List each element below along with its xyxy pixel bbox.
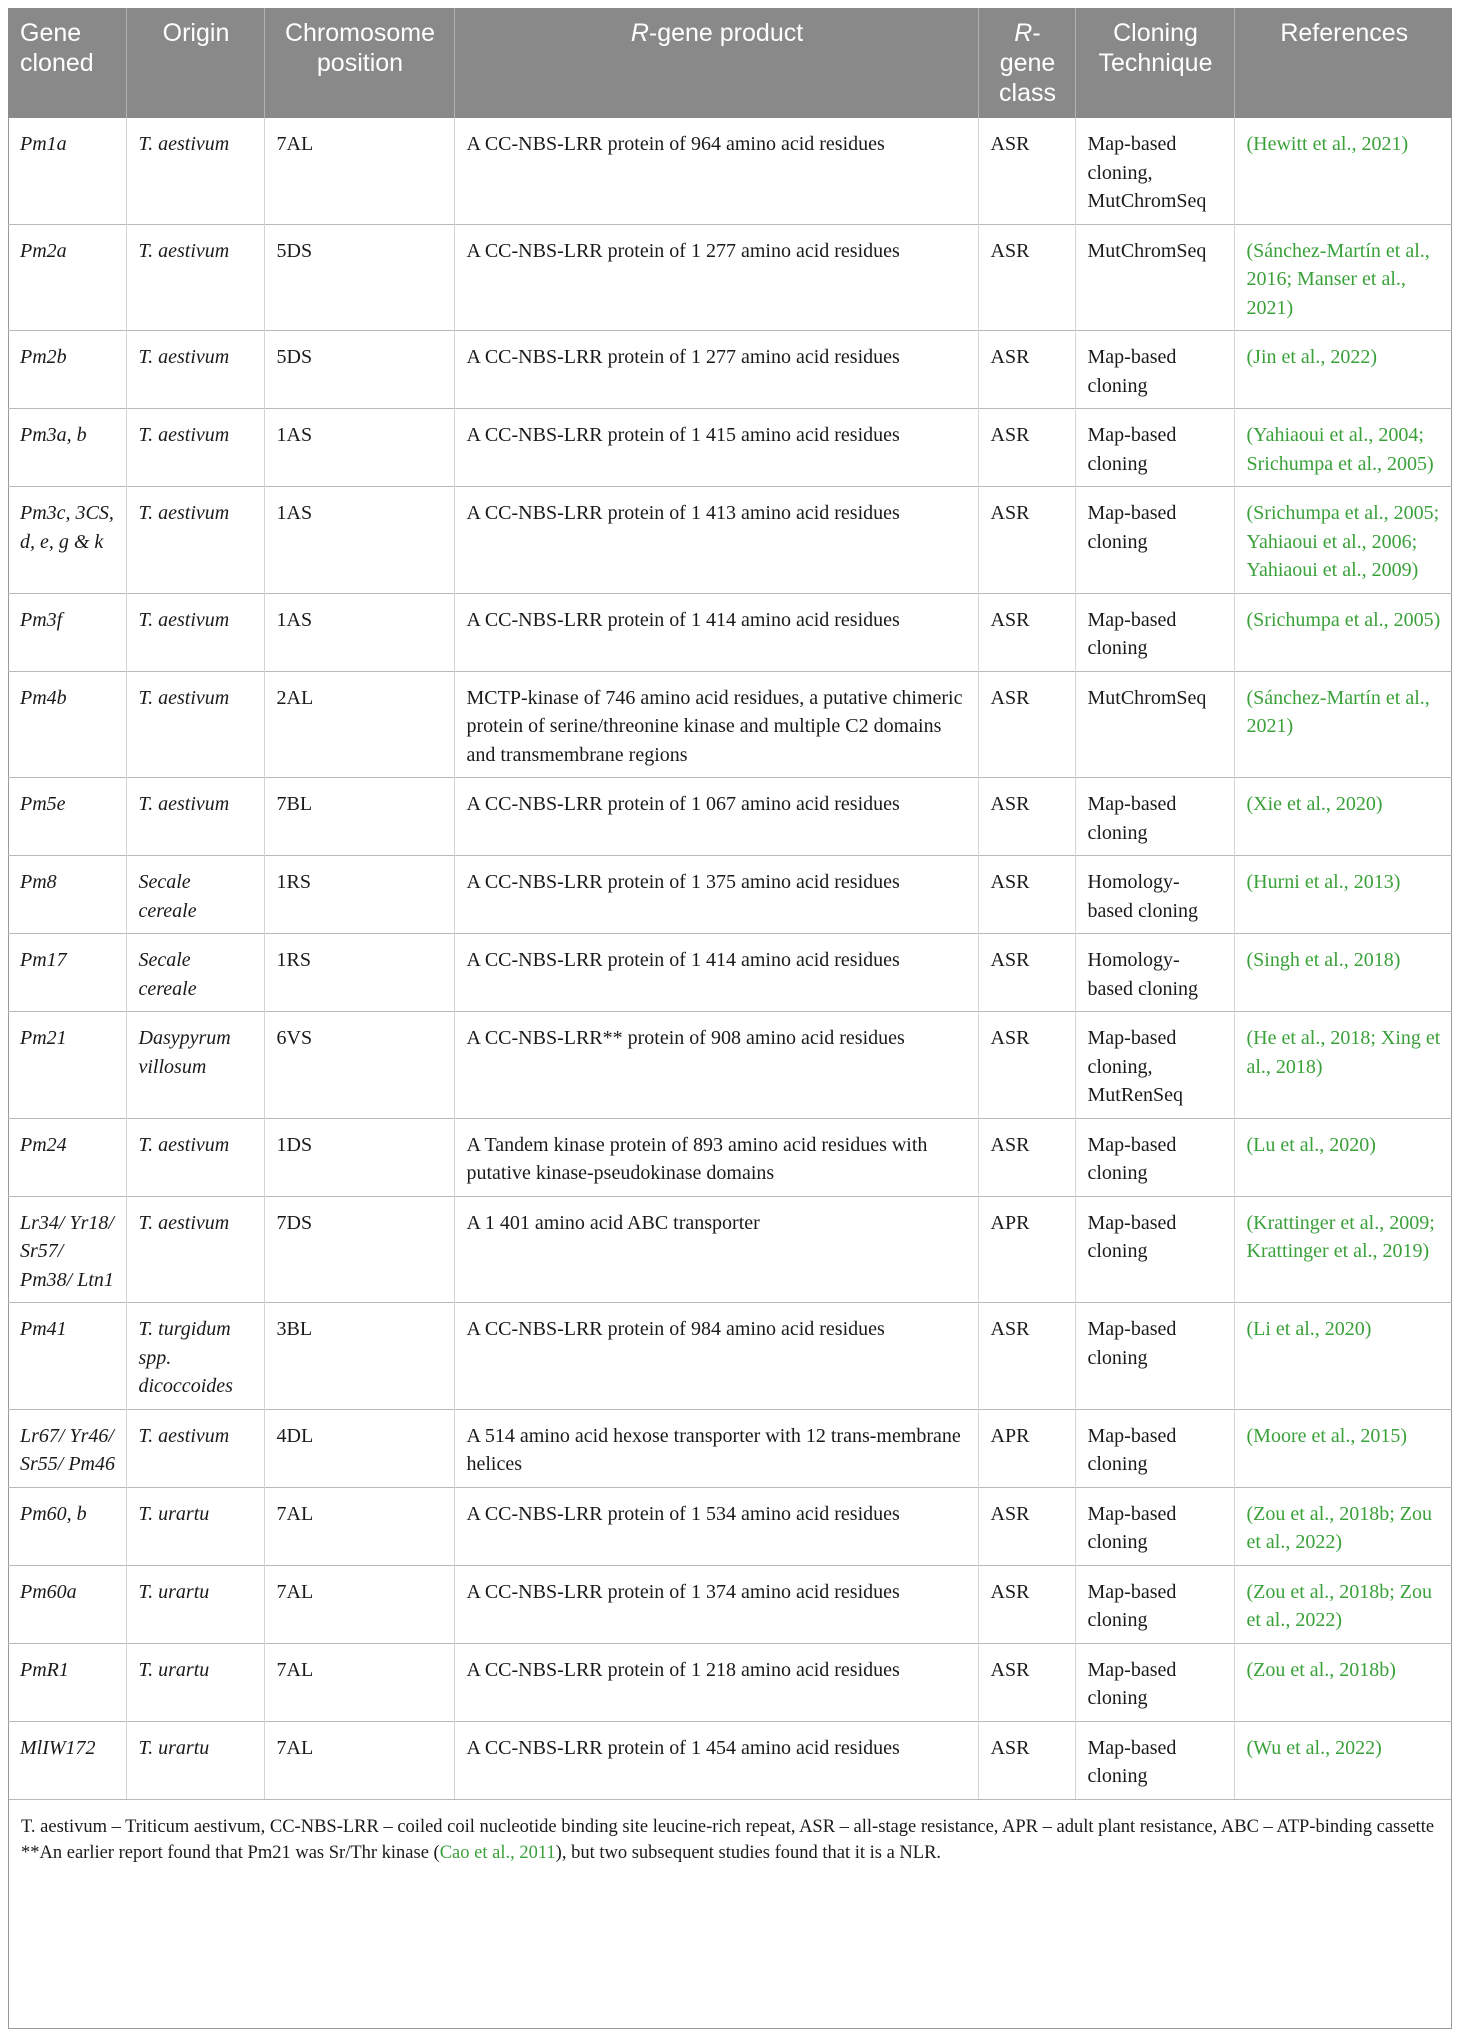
product-cell: A CC-NBS-LRR protein of 1 414 amino acid residues: [454, 593, 978, 671]
table-row: [8, 118, 1452, 224]
product-cell: A CC-NBS-LRR protein of 984 amino acid residues: [454, 1303, 978, 1410]
table-row: [8, 1721, 1452, 1799]
class-cell: ASR: [978, 1721, 1075, 1799]
table-row: [8, 1012, 1452, 1119]
gene-cell: Pm60a: [8, 1565, 126, 1643]
header-r-gene-class-label: -gene class: [999, 19, 1056, 107]
class-cell: ASR: [978, 778, 1075, 856]
table-row: [8, 1409, 1452, 1487]
technique-cell: MutChromSeq: [1075, 671, 1234, 778]
references-cell[interactable]: (Xie et al., 2020): [1234, 778, 1452, 856]
chromosome-cell: 7AL: [264, 118, 454, 224]
product-cell: A CC-NBS-LRR protein of 1 414 amino acid residues: [454, 934, 978, 1012]
technique-cell: Map-based cloning: [1075, 1487, 1234, 1565]
table-row: [8, 487, 1452, 594]
origin-cell: T. turgidum spp. dicoccoides: [126, 1303, 264, 1410]
table-row: [8, 1118, 1452, 1196]
references-cell[interactable]: (Zou et al., 2018b; Zou et al., 2022): [1234, 1487, 1452, 1565]
data-table: [8, 8, 1452, 1799]
references-cell[interactable]: (Zou et al., 2018b; Zou et al., 2022): [1234, 1565, 1452, 1643]
product-cell: A CC-NBS-LRR protein of 1 534 amino acid residues: [454, 1487, 978, 1565]
origin-cell: T. aestivum: [126, 409, 264, 487]
table-footnote: [9, 1799, 1451, 1866]
product-cell: A CC-NBS-LRR** protein of 908 amino acid residues: [454, 1012, 978, 1119]
header-references: References: [1234, 8, 1452, 118]
header-r-italic: R: [1014, 19, 1033, 47]
table-row: [8, 778, 1452, 856]
references-cell[interactable]: (Sánchez-Martín et al., 2021): [1234, 671, 1452, 778]
class-cell: ASR: [978, 409, 1075, 487]
chromosome-cell: 1AS: [264, 593, 454, 671]
origin-cell: T. aestivum: [126, 118, 264, 224]
class-cell: ASR: [978, 671, 1075, 778]
header-r-gene-product-label: -gene product: [648, 19, 804, 47]
header-r-gene-class: [978, 8, 1075, 118]
references-cell[interactable]: (Jin et al., 2022): [1234, 331, 1452, 409]
origin-cell: T. aestivum: [126, 1409, 264, 1487]
chromosome-cell: 7BL: [264, 778, 454, 856]
class-cell: ASR: [978, 487, 1075, 594]
class-cell: ASR: [978, 1565, 1075, 1643]
references-cell[interactable]: (Moore et al., 2015): [1234, 1409, 1452, 1487]
technique-cell: Map-based cloning, MutRenSeq: [1075, 1012, 1234, 1119]
header-r-italic: R: [630, 19, 649, 47]
references-cell[interactable]: (He et al., 2018; Xing et al., 2018): [1234, 1012, 1452, 1119]
header-chromosome-position: Chromosome position: [264, 8, 454, 118]
class-cell: ASR: [978, 934, 1075, 1012]
table-row: [8, 1487, 1452, 1565]
chromosome-cell: 6VS: [264, 1012, 454, 1119]
class-cell: ASR: [978, 1643, 1075, 1721]
class-cell: ASR: [978, 331, 1075, 409]
technique-cell: Map-based cloning: [1075, 1196, 1234, 1303]
references-cell[interactable]: (Hewitt et al., 2021): [1246, 133, 1409, 155]
origin-cell: T. aestivum: [126, 487, 264, 594]
references-cell[interactable]: (Singh et al., 2018): [1234, 934, 1452, 1012]
chromosome-cell: 1AS: [264, 487, 454, 594]
class-cell: APR: [978, 1409, 1075, 1487]
class-cell: ASR: [978, 1118, 1075, 1196]
class-cell: ASR: [978, 593, 1075, 671]
gene-cell: MlIW172: [8, 1721, 126, 1799]
technique-cell: Map-based cloning: [1075, 1565, 1234, 1643]
gene-cell: PmR1: [8, 1643, 126, 1721]
gene-cell: Pm17: [8, 934, 126, 1012]
table-row: [8, 409, 1452, 487]
chromosome-cell: 7AL: [264, 1643, 454, 1721]
class-cell: APR: [978, 1196, 1075, 1303]
footnote-text: ), but two subsequent studies found that it is a NLR.: [555, 1842, 942, 1863]
references-cell[interactable]: (Lu et al., 2020): [1234, 1118, 1452, 1196]
technique-cell: Homology-based cloning: [1075, 934, 1234, 1012]
references-cell[interactable]: (Wu et al., 2022): [1234, 1721, 1452, 1799]
product-cell: A CC-NBS-LRR protein of 1 374 amino acid residues: [454, 1565, 978, 1643]
gene-cell: Pm3a, b: [8, 409, 126, 487]
gene-cell: Pm41: [8, 1303, 126, 1410]
header-cloning-technique: Cloning Technique: [1075, 8, 1234, 118]
gene-cell: Pm4b: [8, 671, 126, 778]
technique-cell: Map-based cloning: [1075, 1409, 1234, 1487]
product-cell: A CC-NBS-LRR protein of 1 375 amino acid residues: [454, 856, 978, 934]
product-cell: A CC-NBS-LRR protein of 1 454 amino acid residues: [454, 1721, 978, 1799]
chromosome-cell: 3BL: [264, 1303, 454, 1410]
product-cell: A 1 401 amino acid ABC transporter: [454, 1196, 978, 1303]
technique-cell: Map-based cloning: [1075, 331, 1234, 409]
table-row: [8, 1643, 1452, 1721]
gene-cell: Pm2a: [8, 224, 126, 331]
origin-cell: T. aestivum: [126, 593, 264, 671]
table-row: [8, 934, 1452, 1012]
references-cell[interactable]: (Yahiaoui et al., 2004; Srichumpa et al., 2005): [1234, 409, 1452, 487]
references-cell[interactable]: (Srichumpa et al., 2005): [1234, 593, 1452, 671]
technique-cell: Homology-based cloning: [1075, 856, 1234, 934]
product-cell: A CC-NBS-LRR protein of 1 067 amino acid residues: [454, 778, 978, 856]
technique-cell: Map-based cloning: [1075, 409, 1234, 487]
product-cell: A 514 amino acid hexose transporter with 12 trans-membrane helices: [454, 1409, 978, 1487]
reference-link[interactable]: Cao et al., 2011: [439, 1842, 556, 1863]
origin-cell: T. urartu: [126, 1565, 264, 1643]
origin-cell: T. urartu: [126, 1643, 264, 1721]
gene-cell: Lr34/ Yr18/ Sr57/ Pm38/ Ltn1: [8, 1196, 126, 1303]
product-cell: A CC-NBS-LRR protein of 1 277 amino acid residues: [454, 331, 978, 409]
product-cell: MCTP-kinase of 746 amino acid residues, a putative chimeric protein of serine/threonine kinase and multiple C2 domains and transmembrane regions: [454, 671, 978, 778]
origin-cell: T. urartu: [126, 1487, 264, 1565]
class-cell: ASR: [978, 1487, 1075, 1565]
chromosome-cell: 7AL: [264, 1721, 454, 1799]
gene-cell: Pm3c, 3CS, d, e, g & k: [8, 487, 126, 594]
gene-cell: Pm5e: [8, 778, 126, 856]
table-header-row: [8, 8, 1452, 118]
chromosome-cell: 5DS: [264, 224, 454, 331]
technique-cell: Map-based cloning: [1075, 778, 1234, 856]
footnote-abbreviations: T. aestivum – Triticum aestivum, CC-NBS-LRR – coiled coil nucleotide binding site leucine-rich repeat, ASR – all-stage resistance, APR – adult plant resistance, ABC – ATP-binding cassette: [21, 1816, 1435, 1837]
chromosome-cell: 5DS: [264, 331, 454, 409]
footnote-pm21-note: [21, 1840, 1439, 1866]
product-cell: A CC-NBS-LRR protein of 1 413 amino acid residues: [454, 487, 978, 594]
gene-cell: Pm1a: [8, 118, 126, 224]
product-cell: A CC-NBS-LRR protein of 1 415 amino acid residues: [454, 409, 978, 487]
gene-cell: Pm3f: [8, 593, 126, 671]
references-cell[interactable]: (Zou et al., 2018b): [1234, 1643, 1452, 1721]
origin-cell: Dasypyrum villosum: [126, 1012, 264, 1119]
technique-cell: Map-based cloning: [1075, 1643, 1234, 1721]
origin-cell: Secale cereale: [126, 856, 264, 934]
origin-cell: T. aestivum: [126, 331, 264, 409]
header-r-gene-product: [454, 8, 978, 118]
technique-cell: MutChromSeq: [1075, 224, 1234, 331]
chromosome-cell: 7AL: [264, 1487, 454, 1565]
header-gene-cloned: Gene cloned: [8, 8, 126, 118]
table-row: [8, 1303, 1452, 1410]
technique-cell: Map-based cloning: [1075, 1118, 1234, 1196]
references-cell[interactable]: (Hurni et al., 2013): [1234, 856, 1452, 934]
chromosome-cell: 7AL: [264, 1565, 454, 1643]
class-cell: ASR: [978, 856, 1075, 934]
gene-cell: Pm8: [8, 856, 126, 934]
table-row: [8, 593, 1452, 671]
product-cell: A CC-NBS-LRR protein of 964 amino acid residues: [454, 118, 978, 224]
chromosome-cell: 2AL: [264, 671, 454, 778]
class-cell: ASR: [978, 1303, 1075, 1410]
table-row: [8, 1565, 1452, 1643]
gene-cell: Pm2b: [8, 331, 126, 409]
gene-cell: Pm24: [8, 1118, 126, 1196]
chromosome-cell: 1RS: [264, 856, 454, 934]
origin-cell: T. aestivum: [126, 671, 264, 778]
origin-cell: T. aestivum: [126, 778, 264, 856]
chromosome-cell: 1AS: [264, 409, 454, 487]
product-cell: A CC-NBS-LRR protein of 1 218 amino acid residues: [454, 1643, 978, 1721]
gene-cell: Lr67/ Yr46/ Sr55/ Pm46: [8, 1409, 126, 1487]
table-row: [8, 1196, 1452, 1303]
table-row: [8, 331, 1452, 409]
references-cell[interactable]: (Sánchez-Martín et al., 2016; Manser et al., 2021): [1234, 224, 1452, 331]
chromosome-cell: 4DL: [264, 1409, 454, 1487]
table-row: [8, 671, 1452, 778]
origin-cell: T. aestivum: [126, 224, 264, 331]
header-origin: Origin: [126, 8, 264, 118]
class-cell: ASR: [978, 118, 1075, 224]
class-cell: ASR: [978, 1012, 1075, 1119]
origin-cell: T. aestivum: [126, 1118, 264, 1196]
references-cell[interactable]: (Srichumpa et al., 2005; Yahiaoui et al., 2006; Yahiaoui et al., 2009): [1234, 487, 1452, 594]
table-row: [8, 856, 1452, 934]
gene-cell: Pm21: [8, 1012, 126, 1119]
chromosome-cell: 1DS: [264, 1118, 454, 1196]
technique-cell: Map-based cloning: [1075, 593, 1234, 671]
footnote-text: **An earlier report found that Pm21 was Sr/Thr kinase (: [21, 1842, 440, 1863]
technique-cell: Map-based cloning: [1075, 1721, 1234, 1799]
chromosome-cell: 1RS: [264, 934, 454, 1012]
references-cell[interactable]: (Krattinger et al., 2009; Krattinger et al., 2019): [1234, 1196, 1452, 1303]
table-container: [8, 8, 1452, 2029]
chromosome-cell: 7DS: [264, 1196, 454, 1303]
origin-cell: Secale cereale: [126, 934, 264, 1012]
references-cell[interactable]: (Li et al., 2020): [1234, 1303, 1452, 1410]
table-row: [8, 224, 1452, 331]
origin-cell: T. urartu: [126, 1721, 264, 1799]
product-cell: A Tandem kinase protein of 893 amino acid residues with putative kinase-pseudokinase domains: [454, 1118, 978, 1196]
technique-cell: Map-based cloning, MutChromSeq: [1075, 118, 1234, 224]
technique-cell: Map-based cloning: [1075, 487, 1234, 594]
technique-cell: Map-based cloning: [1075, 1303, 1234, 1410]
gene-cell: Pm60, b: [8, 1487, 126, 1565]
class-cell: ASR: [978, 224, 1075, 331]
product-cell: A CC-NBS-LRR protein of 1 277 amino acid residues: [454, 224, 978, 331]
origin-cell: T. aestivum: [126, 1196, 264, 1303]
